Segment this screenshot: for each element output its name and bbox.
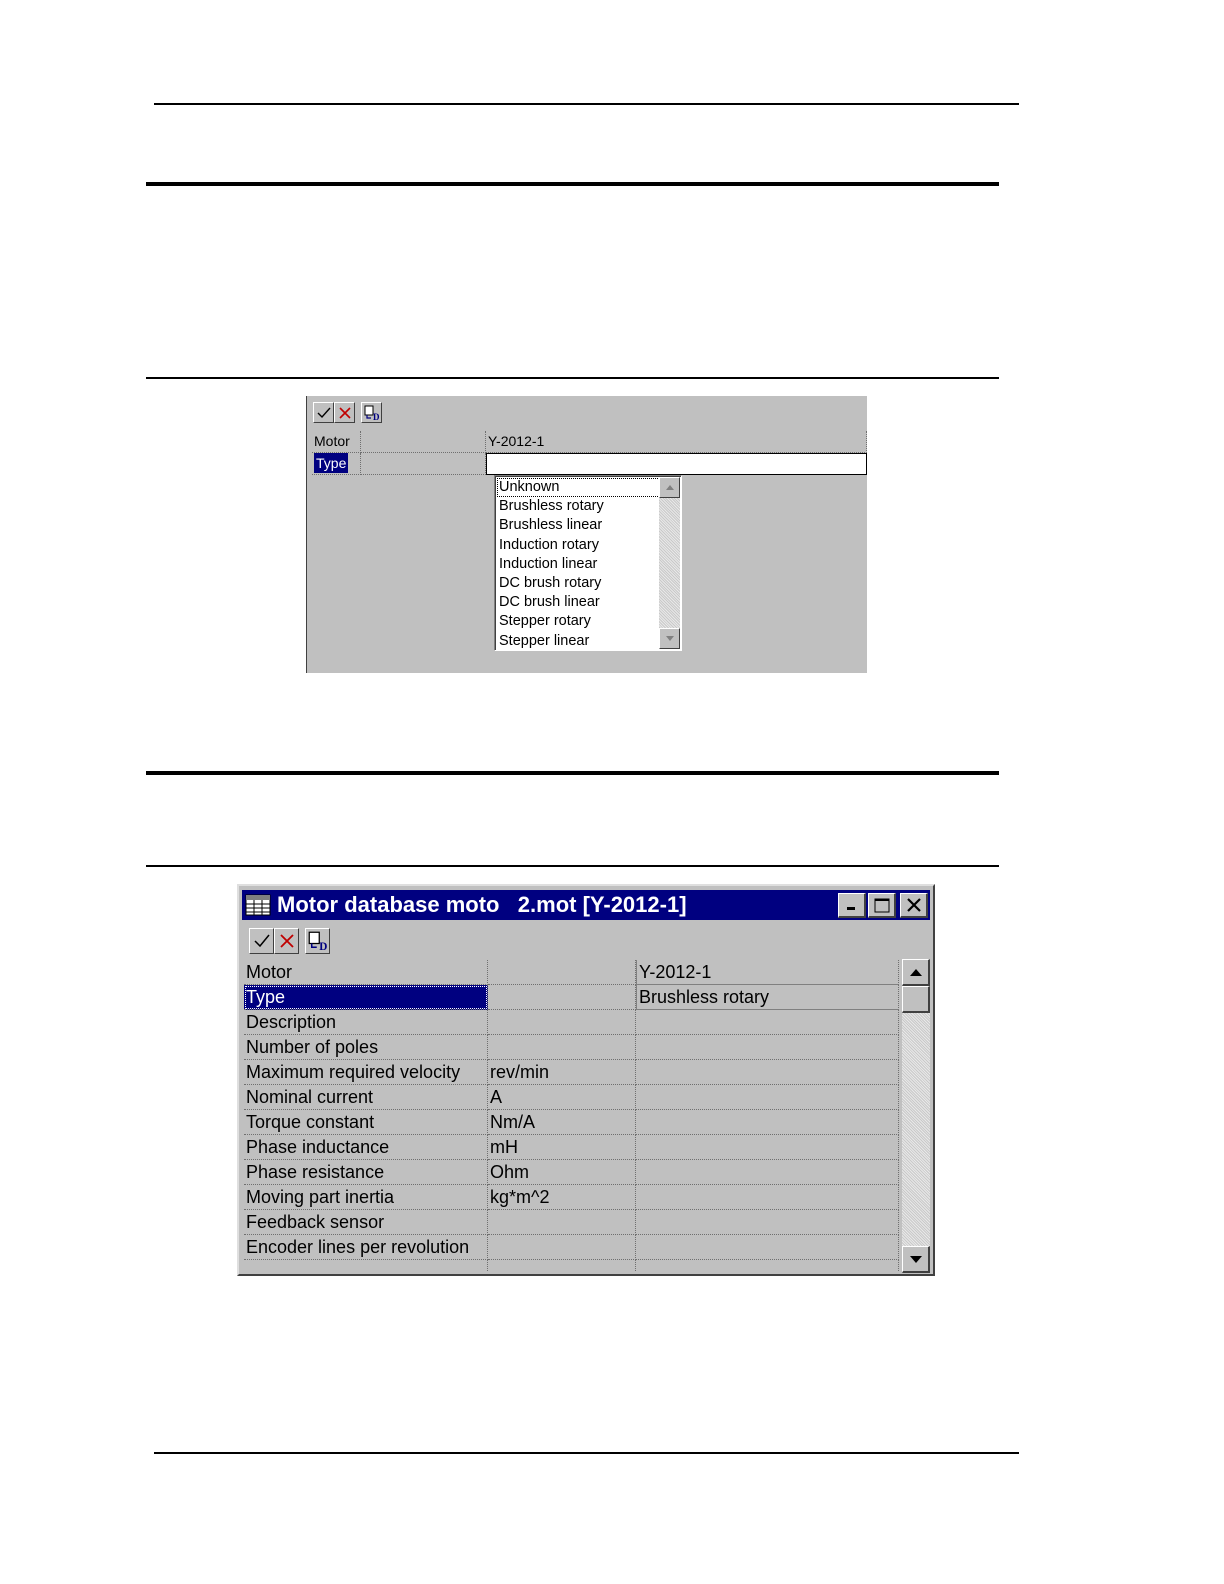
database-d-icon	[308, 931, 328, 951]
minimize-button[interactable]	[838, 893, 866, 918]
checkmark-icon	[254, 934, 270, 948]
row-label	[244, 1260, 488, 1272]
table-row[interactable]	[312, 453, 867, 475]
row-unit	[488, 1010, 636, 1035]
row-label: Encoder lines per revolution	[244, 1235, 488, 1260]
database-button[interactable]	[305, 928, 330, 954]
row-label	[312, 453, 361, 475]
cancel-button[interactable]	[334, 402, 355, 423]
row-value[interactable]	[636, 1210, 899, 1235]
close-icon	[907, 898, 921, 912]
header-rule	[154, 103, 1019, 105]
table-row[interactable]	[244, 1135, 899, 1160]
window-title: Motor database moto 2.mot [Y-2012-1]	[277, 892, 687, 917]
row-unit	[361, 431, 486, 453]
type-dropdown-list[interactable]	[494, 475, 682, 651]
row-unit: mH	[488, 1135, 636, 1160]
row-label: Motor	[244, 960, 488, 985]
row-unit: rev/min	[488, 1060, 636, 1085]
row-value[interactable]	[636, 1060, 899, 1085]
row-unit	[488, 985, 636, 1010]
row-value[interactable]: Y-2012-1	[486, 431, 867, 453]
type-select-field[interactable]	[486, 453, 867, 475]
scroll-down-button[interactable]	[659, 628, 680, 649]
row-value[interactable]	[636, 1235, 899, 1260]
row-value[interactable]	[636, 1035, 899, 1060]
motor-property-grid	[244, 960, 899, 1272]
dropdown-option[interactable]: Brushless rotary	[499, 498, 604, 515]
dropdown-option[interactable]: DC brush linear	[499, 594, 600, 611]
svg-text:D: D	[318, 940, 327, 951]
row-label: Number of poles	[244, 1035, 488, 1060]
close-button[interactable]	[900, 893, 928, 918]
row-label: Moving part inertia	[244, 1185, 488, 1210]
grid-scrollbar[interactable]	[902, 959, 930, 1273]
svg-text:D: D	[372, 411, 379, 421]
window-titlebar[interactable]	[242, 890, 930, 920]
row-value[interactable]	[636, 1010, 899, 1035]
motor-type-dropdown-screenshot	[306, 396, 867, 673]
section-rule-thin-2	[146, 865, 999, 867]
footer-rule	[154, 1452, 1019, 1454]
table-row[interactable]	[244, 1110, 899, 1135]
row-value[interactable]: Y-2012-1	[636, 960, 899, 985]
row-unit: A	[488, 1085, 636, 1110]
row-label: Nominal current	[244, 1085, 488, 1110]
row-label: Type	[244, 985, 488, 1010]
checkmark-icon	[317, 407, 331, 419]
table-row[interactable]	[244, 1235, 899, 1260]
section-rule-thin-1	[146, 377, 999, 379]
table-row[interactable]	[244, 960, 899, 985]
table-row[interactable]	[244, 1085, 899, 1110]
table-row[interactable]	[244, 1035, 899, 1060]
option-list	[497, 478, 660, 651]
x-icon	[280, 934, 294, 948]
motor-database-window	[237, 884, 935, 1276]
table-row[interactable]	[244, 1060, 899, 1085]
arrow-up-icon	[666, 485, 674, 490]
section-rule-thick-1	[146, 182, 999, 186]
arrow-down-icon	[910, 1256, 922, 1263]
row-label: Phase inductance	[244, 1135, 488, 1160]
dropdown-option[interactable]: DC brush rotary	[499, 574, 602, 591]
selected-row-label: Type	[316, 455, 347, 471]
scroll-up-button[interactable]	[902, 959, 930, 986]
table-row[interactable]	[244, 1185, 899, 1210]
database-button[interactable]	[361, 402, 382, 423]
row-label: Description	[244, 1010, 488, 1035]
row-unit	[488, 1235, 636, 1260]
dropdown-option[interactable]: Brushless linear	[499, 517, 603, 534]
row-unit: Nm/A	[488, 1110, 636, 1135]
editor-toolbar	[249, 928, 332, 954]
scroll-thumb[interactable]	[902, 986, 930, 1013]
table-row[interactable]	[244, 1210, 899, 1235]
dropdown-option[interactable]: Unknown	[497, 478, 660, 497]
row-value[interactable]	[636, 1260, 899, 1272]
row-label: Phase resistance	[244, 1160, 488, 1185]
table-icon	[245, 894, 271, 916]
row-value[interactable]	[636, 1185, 899, 1210]
dropdown-option[interactable]: Stepper rotary	[499, 613, 591, 630]
row-value[interactable]	[636, 1135, 899, 1160]
arrow-down-icon	[666, 636, 674, 641]
row-value[interactable]	[636, 1085, 899, 1110]
accept-button[interactable]	[313, 402, 334, 423]
maximize-button[interactable]	[868, 893, 896, 918]
row-unit	[488, 1035, 636, 1060]
table-row[interactable]	[244, 1260, 899, 1272]
maximize-icon	[874, 898, 890, 913]
row-label: Motor	[312, 431, 361, 453]
row-value[interactable]	[636, 1110, 899, 1135]
row-label: Feedback sensor	[244, 1210, 488, 1235]
dropdown-scrollbar[interactable]	[659, 477, 680, 649]
table-row[interactable]	[312, 431, 867, 453]
row-unit: Ohm	[488, 1160, 636, 1185]
arrow-up-icon	[910, 969, 922, 976]
x-icon	[339, 407, 351, 419]
dropdown-option[interactable]: Induction linear	[499, 555, 598, 572]
row-unit	[488, 1210, 636, 1235]
dropdown-option[interactable]: Stepper linear	[499, 632, 590, 649]
scroll-down-button[interactable]	[902, 1246, 930, 1273]
row-label: Maximum required velocity	[244, 1060, 488, 1085]
row-unit	[488, 960, 636, 985]
table-row[interactable]	[244, 1160, 899, 1185]
editor-toolbar	[313, 402, 384, 423]
table-row[interactable]	[244, 1010, 899, 1035]
row-value[interactable]: Brushless rotary	[636, 985, 899, 1010]
database-d-icon	[364, 405, 380, 421]
row-unit: kg*m^2	[488, 1185, 636, 1210]
row-label: Torque constant	[244, 1110, 488, 1135]
table-row[interactable]	[244, 985, 899, 1010]
cancel-button[interactable]	[274, 928, 299, 954]
scroll-up-button[interactable]	[659, 477, 680, 498]
accept-button[interactable]	[249, 928, 274, 954]
section-rule-thick-2	[146, 771, 999, 775]
row-unit	[488, 1260, 636, 1272]
minimize-icon	[846, 899, 858, 911]
row-unit	[361, 453, 486, 475]
dropdown-option[interactable]: Induction rotary	[499, 536, 599, 553]
row-value[interactable]	[636, 1160, 899, 1185]
